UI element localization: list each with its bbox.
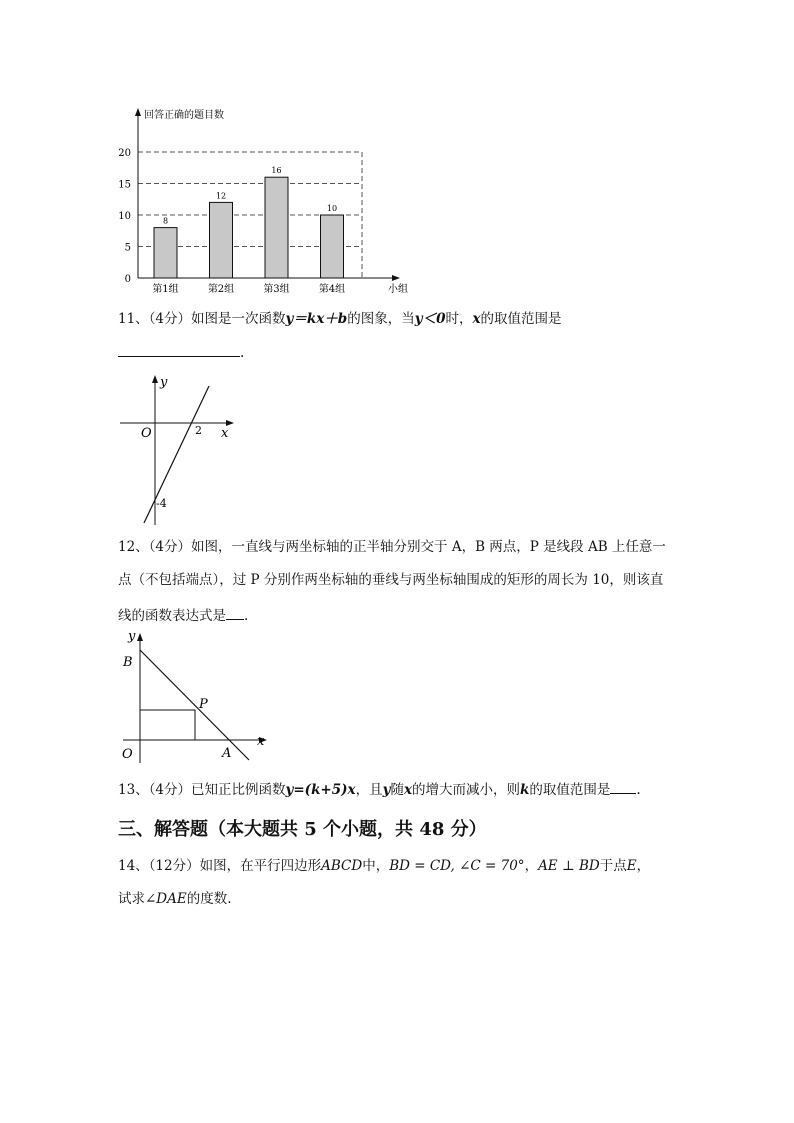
q13-text-b: ，且 (355, 782, 383, 798)
q11-var: x (472, 311, 481, 327)
q12-point-p-label: P (199, 697, 208, 712)
question-12-line2 (118, 574, 663, 588)
q11-origin-label: O (141, 426, 152, 441)
q12-line1: 如图，一直线与两坐标轴的正半轴分别交于 A，B 两点，P 是线段 AB 上任意一 (191, 539, 666, 555)
q12-point-a-label: A (222, 746, 232, 761)
q14-cond2: AE ⊥ BD (538, 858, 600, 874)
y-tick-label: 5 (124, 242, 131, 254)
q13-blank[interactable] (610, 781, 636, 794)
y-axis-arrow (135, 108, 141, 116)
question-13 (118, 781, 641, 798)
bar (321, 215, 344, 278)
q11-text-c: 时， (445, 311, 473, 327)
q11-text-d: 的取值范围是 (480, 311, 562, 327)
x-axis-label: 小组 (388, 284, 408, 295)
q11-end: . (240, 345, 245, 361)
q11-y-label: y (160, 375, 168, 390)
q13-text-e: 的取值范围是 (529, 782, 611, 798)
x-tick-label: 第4组 (318, 284, 346, 295)
q11-y-intercept-label: -4 (156, 497, 167, 510)
q14-text-c: 于点 (599, 858, 627, 874)
q11-x-label: x (221, 426, 229, 441)
q13-text-c: 随 (390, 782, 404, 798)
q12-graph (115, 628, 275, 768)
q14-text-d: ， (636, 858, 651, 874)
q13-var-k: k (520, 782, 530, 798)
q14-point-e: E (626, 858, 637, 874)
q12-score: （4分） (148, 539, 192, 555)
y-tick-label: 0 (124, 274, 131, 285)
q14-score: （12分） (148, 858, 200, 874)
bar (154, 228, 177, 278)
q12-y-arrow (137, 633, 143, 641)
q14-line2-a: 试求 (118, 891, 145, 907)
q11-cond: y＜0 (414, 311, 446, 327)
q12-end: . (244, 608, 249, 624)
q11-function-line (144, 386, 209, 523)
x-axis-arrow (392, 275, 400, 281)
question-11 (118, 313, 562, 327)
question-14-line1 (118, 860, 650, 874)
q13-var-x: x (403, 782, 412, 798)
q12-function-line (140, 650, 249, 760)
q14-abcd: ABCD (321, 858, 363, 874)
y-tick-label: 10 (118, 211, 131, 222)
x-tick-label: 第3组 (263, 284, 290, 295)
q14-angle: ∠DAE (145, 891, 187, 907)
q11-text-b: 的图象，当 (347, 311, 415, 327)
y-tick-label: 20 (118, 148, 131, 159)
q13-var-y: y (382, 782, 391, 798)
x-tick-label: 第2组 (207, 284, 235, 295)
q12-line2: 点（不包括端点），过 P 分别作两坐标轴的垂线与两坐标轴围成的矩形的周长为 10，则该直 (118, 572, 664, 588)
q11-score: （4分） (148, 311, 192, 327)
bar-value-label: 16 (271, 166, 282, 176)
q11-blank[interactable] (118, 344, 240, 357)
bar-value-label: 10 (326, 204, 338, 213)
q13-formula: y=(k+5)x (285, 782, 356, 798)
y-axis-label: 回答正确的题目数 (144, 110, 224, 121)
q14-cond1: BD = CD, ∠C = 70° (389, 858, 525, 874)
question-12-line1 (118, 541, 666, 555)
q13-text-d: 的增大而减小，则 (412, 782, 520, 798)
section-3-title: 三、解答题（本大题共 5 个小题，共 48 分） (118, 819, 487, 840)
question-14-line2 (118, 893, 232, 907)
q11-answer-line (118, 344, 244, 361)
q13-text-a: 已知正比例函数 (191, 782, 286, 798)
q13-score: （4分） (148, 782, 192, 798)
bar (210, 202, 233, 278)
q14-number: 14、 (118, 858, 149, 874)
y-tick-label: 15 (118, 179, 131, 191)
q12-origin-label: O (122, 747, 133, 762)
q11-graph (115, 370, 240, 530)
q12-line3: 线的函数表达式是 (118, 608, 226, 624)
q11-y-arrow (152, 375, 158, 383)
q12-blank[interactable] (226, 607, 244, 620)
q13-end: . (636, 782, 641, 798)
bar-value-label: 8 (162, 216, 169, 226)
x-tick-label: 第1组 (152, 284, 179, 295)
q14-line2-b: 的度数. (186, 891, 232, 907)
q11-text-a: 如图是一次函数 (191, 311, 286, 327)
q14-text-b: 中， (362, 858, 390, 874)
q12-x-label: x (257, 734, 265, 749)
q14-sep: ， (524, 858, 539, 874)
q12-y-label: y (128, 629, 136, 644)
q12-number: 12、 (118, 539, 149, 555)
q11-formula: y＝kx＋b (285, 311, 348, 327)
q11-x-intercept-label: 2 (195, 424, 202, 437)
bar (265, 177, 288, 278)
q13-number: 13、 (118, 782, 149, 798)
bar-value-label: 12 (215, 191, 227, 201)
q12-rectangle (140, 710, 195, 740)
q12-point-b-label: B (123, 655, 133, 670)
bar-chart (110, 100, 410, 300)
question-12-line3 (118, 607, 248, 624)
q14-text-a: 如图，在平行四边形 (199, 858, 322, 874)
q11-number: 11、 (118, 311, 149, 327)
